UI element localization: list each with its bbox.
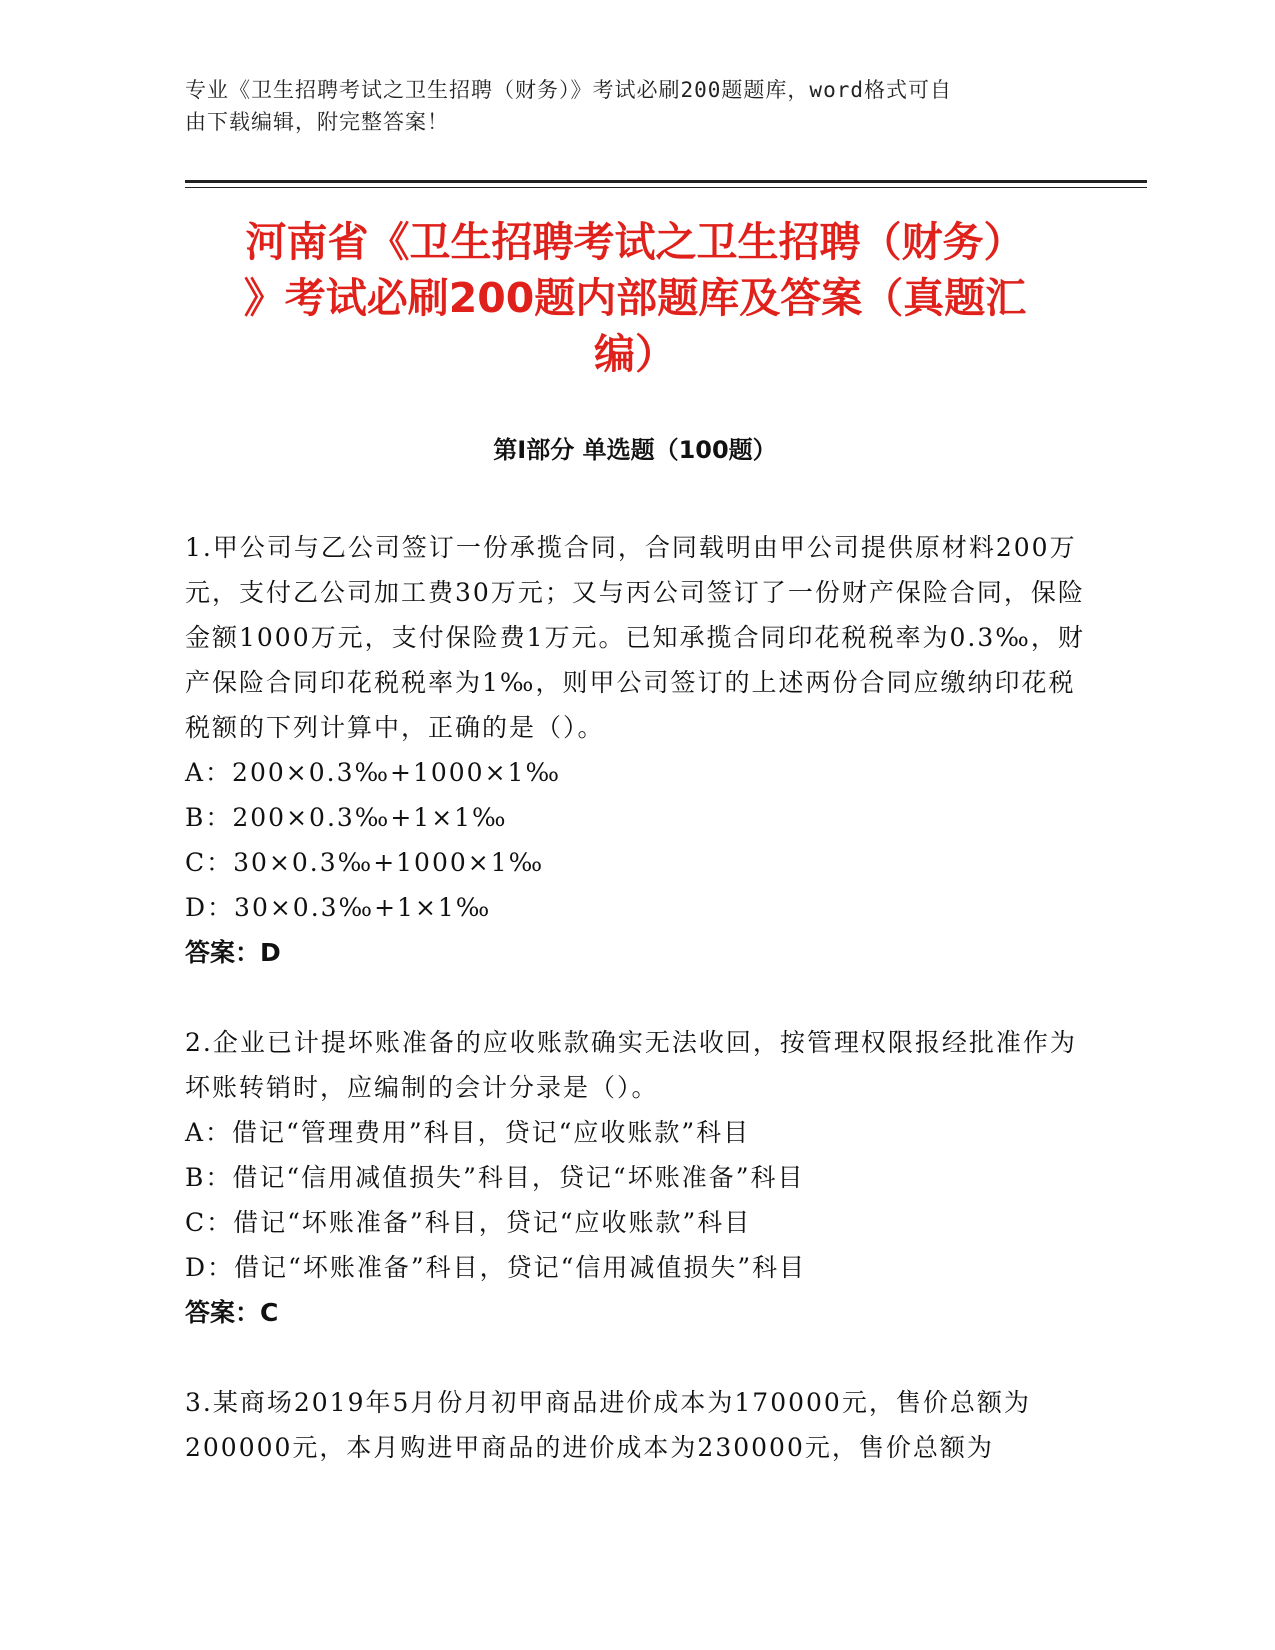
answer: 答案：D: [185, 938, 281, 967]
question-stem: 2.企业已计提坏账准备的应收账款确实无法收回，按管理权限报经批准作为坏账转销时，应编制的会计分录是（）。: [185, 1028, 1077, 1102]
header-line-1: 专业《卫生招聘考试之卫生招聘（财务）》考试必刷200题题库，word格式可自: [185, 78, 952, 102]
page-header: [185, 74, 1065, 138]
option-d: D：30×0.3‰+1×1‰: [185, 893, 492, 922]
title-line-2: 》考试必刷200题内部题库及答案（真题汇: [243, 274, 1027, 322]
answer: 答案：C: [185, 1298, 279, 1327]
section-heading: 第Ⅰ部分 单选题（100题）: [493, 436, 777, 464]
document-title: [185, 214, 1085, 382]
header-rule-thin: [185, 187, 1147, 188]
question-2: [185, 1020, 1085, 1335]
title-line-3: 编）: [594, 330, 676, 378]
option-c: C：借记“坏账准备”科目，贷记“应收账款”科目: [185, 1208, 752, 1237]
question-1: [185, 525, 1085, 975]
question-list: [185, 525, 1085, 1515]
option-a: A：借记“管理费用”科目，贷记“应收账款”科目: [185, 1118, 751, 1147]
option-a: A：200×0.3‰+1000×1‰: [185, 758, 561, 787]
question-3: [185, 1380, 1085, 1470]
header-line-2: 由下载编辑，附完整答案！: [185, 110, 449, 134]
option-b: B：200×0.3‰+1×1‰: [185, 803, 508, 832]
title-line-1: 河南省《卫生招聘考试之卫生招聘（财务）: [245, 218, 1025, 266]
option-c: C：30×0.3‰+1000×1‰: [185, 848, 545, 877]
option-b: B：借记“信用减值损失”科目，贷记“坏账准备”科目: [185, 1163, 805, 1192]
question-stem: 1.甲公司与乙公司签订一份承揽合同，合同载明由甲公司提供原材料200万元，支付乙公司加工费30万元；又与丙公司签订了一份财产保险合同，保险金额1000万元，支付保险费1万元。已知承揽合同印花税税率为0.3‰，财产保险合同印花税税率为1‰，则甲公司签订的上述两份合同应缴纳印花税税额的下列计算中，正确的是（）。: [185, 533, 1085, 742]
option-d: D：借记“坏账准备”科目，贷记“信用减值损失”科目: [185, 1253, 807, 1282]
header-rule-thick: [185, 180, 1147, 183]
question-stem: 3.某商场2019年5月份月初甲商品进价成本为170000元，售价总额为200000元，本月购进甲商品的进价成本为230000元，售价总额为: [185, 1388, 1031, 1462]
